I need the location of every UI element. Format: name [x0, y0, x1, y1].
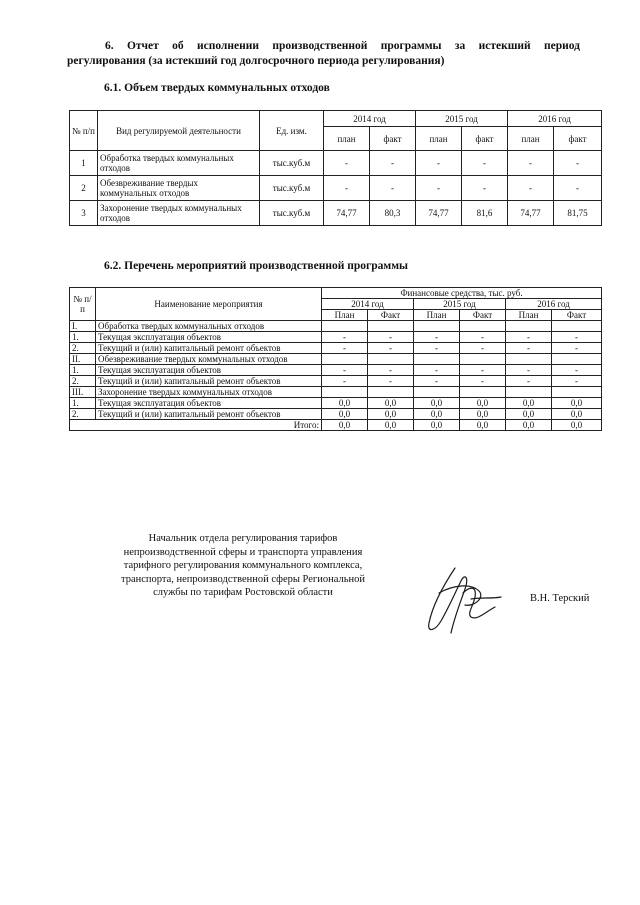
cell-value: 0,0 [368, 409, 414, 420]
cell-value: - [460, 365, 506, 376]
cell-value: - [552, 332, 602, 343]
table-row [70, 376, 602, 387]
col-header-num: № п/п [70, 288, 96, 321]
table-row [70, 387, 602, 398]
cell-value: - [324, 151, 370, 176]
total-value: 0,0 [460, 420, 506, 431]
col-header-plan: план [416, 127, 462, 151]
position-line: транспорта, непроизводственной сферы Региональной [120, 573, 365, 585]
cell-value: 0,0 [552, 409, 602, 420]
cell-value: 0,0 [506, 398, 552, 409]
cell-value [368, 387, 414, 398]
row-num: 2. [70, 343, 96, 354]
cell-value: 0,0 [368, 398, 414, 409]
col-header-year: 2016 год [508, 111, 602, 127]
table-row [70, 398, 602, 409]
cell-value [414, 321, 460, 332]
row-num: III. [70, 387, 96, 398]
row-num: 3 [70, 201, 98, 226]
col-header-plan: План [322, 310, 368, 321]
cell-value: 74,77 [324, 201, 370, 226]
table-row [70, 151, 602, 176]
cell-value [368, 354, 414, 365]
cell-value: 81,75 [554, 201, 602, 226]
col-header-year: 2015 год [414, 299, 506, 310]
cell-value [460, 321, 506, 332]
cell-value: - [552, 365, 602, 376]
position-line: службы по тарифам Ростовской области [153, 587, 333, 598]
row-unit: тыс.куб.м [260, 151, 324, 176]
col-header-name: Наименование мероприятия [96, 288, 322, 321]
cell-value: - [460, 332, 506, 343]
total-value: 0,0 [322, 420, 368, 431]
cell-value: - [554, 151, 602, 176]
waste-volume-table [69, 110, 602, 226]
handwritten-signature [425, 563, 505, 638]
cell-value [506, 387, 552, 398]
row-name: Текущая эксплуатация объектов [96, 398, 322, 409]
table-row [70, 365, 602, 376]
row-unit: тыс.куб.м [260, 176, 324, 201]
cell-value [460, 387, 506, 398]
row-num: 1. [70, 365, 96, 376]
cell-value [414, 354, 460, 365]
cell-value: - [414, 376, 460, 387]
row-name: Текущий и (или) капитальный ремонт объектов [96, 343, 322, 354]
row-num: 1 [70, 151, 98, 176]
cell-value: - [554, 176, 602, 201]
col-header-num: № п/п [70, 111, 98, 151]
cell-value: 0,0 [460, 409, 506, 420]
table-row [70, 332, 602, 343]
col-header-finance: Финансовые средства, тыс. руб. [322, 288, 602, 299]
measures-table [69, 287, 602, 431]
cell-value [552, 354, 602, 365]
cell-value: 0,0 [506, 409, 552, 420]
signatory-name: В.Н. Терский [530, 593, 590, 604]
cell-value: - [506, 376, 552, 387]
col-header-plan: план [508, 127, 554, 151]
row-num: 1. [70, 398, 96, 409]
cell-value: - [368, 332, 414, 343]
col-header-fact: факт [370, 127, 416, 151]
cell-value: - [370, 176, 416, 201]
cell-value: 0,0 [460, 398, 506, 409]
cell-value: - [506, 365, 552, 376]
row-name: Обезвреживание твердых коммунальных отходов [98, 176, 260, 201]
col-header-year: 2014 год [322, 299, 414, 310]
total-label: Итого: [70, 420, 322, 431]
cell-value [414, 387, 460, 398]
col-header-fact: Факт [552, 310, 602, 321]
col-header-unit: Ед. изм. [260, 111, 324, 151]
position-line: тарифного регулирования коммунального комплекса, [123, 560, 363, 571]
cell-value [460, 354, 506, 365]
cell-value: - [416, 151, 462, 176]
table-row [70, 201, 602, 226]
cell-value: - [416, 176, 462, 201]
cell-value: - [370, 151, 416, 176]
cell-value: 81,6 [462, 201, 508, 226]
heading-line-2: регулирования (за истекший год долгосрочного периода регулирования) [67, 55, 445, 67]
cell-value: 0,0 [552, 398, 602, 409]
cell-value [322, 387, 368, 398]
table-row [70, 343, 602, 354]
col-header-year: 2016 год [506, 299, 602, 310]
row-num: I. [70, 321, 96, 332]
cell-value [552, 387, 602, 398]
col-header-fact: Факт [368, 310, 414, 321]
cell-value: - [414, 332, 460, 343]
row-name: Захоронение твердых коммунальных отходов [96, 387, 322, 398]
cell-value [322, 321, 368, 332]
row-num: II. [70, 354, 96, 365]
cell-value: - [460, 376, 506, 387]
cell-value: 74,77 [416, 201, 462, 226]
cell-value: - [324, 176, 370, 201]
col-header-fact: факт [462, 127, 508, 151]
table-row [70, 176, 602, 201]
col-header-plan: План [506, 310, 552, 321]
cell-value: - [368, 343, 414, 354]
cell-value [322, 354, 368, 365]
cell-value: - [462, 176, 508, 201]
cell-value: - [552, 343, 602, 354]
heading-line-1: 6. Отчет об исполнении производственной программы за истекший период [105, 40, 580, 52]
table-row [70, 321, 602, 332]
cell-value: 0,0 [322, 398, 368, 409]
row-name: Текущий и (или) капитальный ремонт объектов [96, 376, 322, 387]
cell-value: - [506, 332, 552, 343]
cell-value: - [508, 151, 554, 176]
cell-value: - [460, 343, 506, 354]
cell-value: 74,77 [508, 201, 554, 226]
position-line: непроизводственной сферы и транспорта управления [123, 546, 363, 558]
row-num: 2 [70, 176, 98, 201]
row-name: Захоронение твердых коммунальных отходов [98, 201, 260, 226]
row-name: Обработка твердых коммунальных отходов [98, 151, 260, 176]
table-row [70, 409, 602, 420]
section-6-1-title: 6.1. Объем твердых коммунальных отходов [104, 82, 330, 94]
cell-value: - [322, 376, 368, 387]
position-line: Начальник отдела регулирования тарифов [148, 533, 338, 544]
signatory-position [112, 532, 374, 600]
cell-value [552, 321, 602, 332]
cell-value: 0,0 [414, 398, 460, 409]
cell-value: - [322, 343, 368, 354]
cell-value [506, 354, 552, 365]
row-num: 2. [70, 409, 96, 420]
cell-value: 0,0 [414, 409, 460, 420]
row-num: 2. [70, 376, 96, 387]
cell-value [368, 321, 414, 332]
col-header-fact: факт [554, 127, 602, 151]
row-name: Обезвреживание твердых коммунальных отходов [96, 354, 322, 365]
row-name: Текущая эксплуатация объектов [96, 365, 322, 376]
report-heading [67, 39, 580, 69]
col-header-year: 2014 год [324, 111, 416, 127]
cell-value: - [506, 343, 552, 354]
col-header-plan: план [324, 127, 370, 151]
total-value: 0,0 [368, 420, 414, 431]
cell-value: - [414, 343, 460, 354]
total-value: 0,0 [552, 420, 602, 431]
row-name: Текущий и (или) капитальный ремонт объектов [96, 409, 322, 420]
cell-value: - [552, 376, 602, 387]
total-value: 0,0 [414, 420, 460, 431]
row-name: Текущая эксплуатация объектов [96, 332, 322, 343]
cell-value: 80,3 [370, 201, 416, 226]
cell-value: - [322, 332, 368, 343]
total-row [70, 420, 602, 431]
cell-value: - [368, 376, 414, 387]
cell-value: - [322, 365, 368, 376]
row-unit: тыс.куб.м [260, 201, 324, 226]
cell-value: - [462, 151, 508, 176]
col-header-type: Вид регулируемой деятельности [98, 111, 260, 151]
cell-value: - [414, 365, 460, 376]
col-header-plan: План [414, 310, 460, 321]
row-num: 1. [70, 332, 96, 343]
table-row [70, 354, 602, 365]
section-6-2-title: 6.2. Перечень мероприятий производственной программы [104, 260, 409, 272]
col-header-year: 2015 год [416, 111, 508, 127]
cell-value: - [508, 176, 554, 201]
cell-value: 0,0 [322, 409, 368, 420]
total-value: 0,0 [506, 420, 552, 431]
cell-value [506, 321, 552, 332]
col-header-fact: Факт [460, 310, 506, 321]
row-name: Обработка твердых коммунальных отходов [96, 321, 322, 332]
cell-value: - [368, 365, 414, 376]
